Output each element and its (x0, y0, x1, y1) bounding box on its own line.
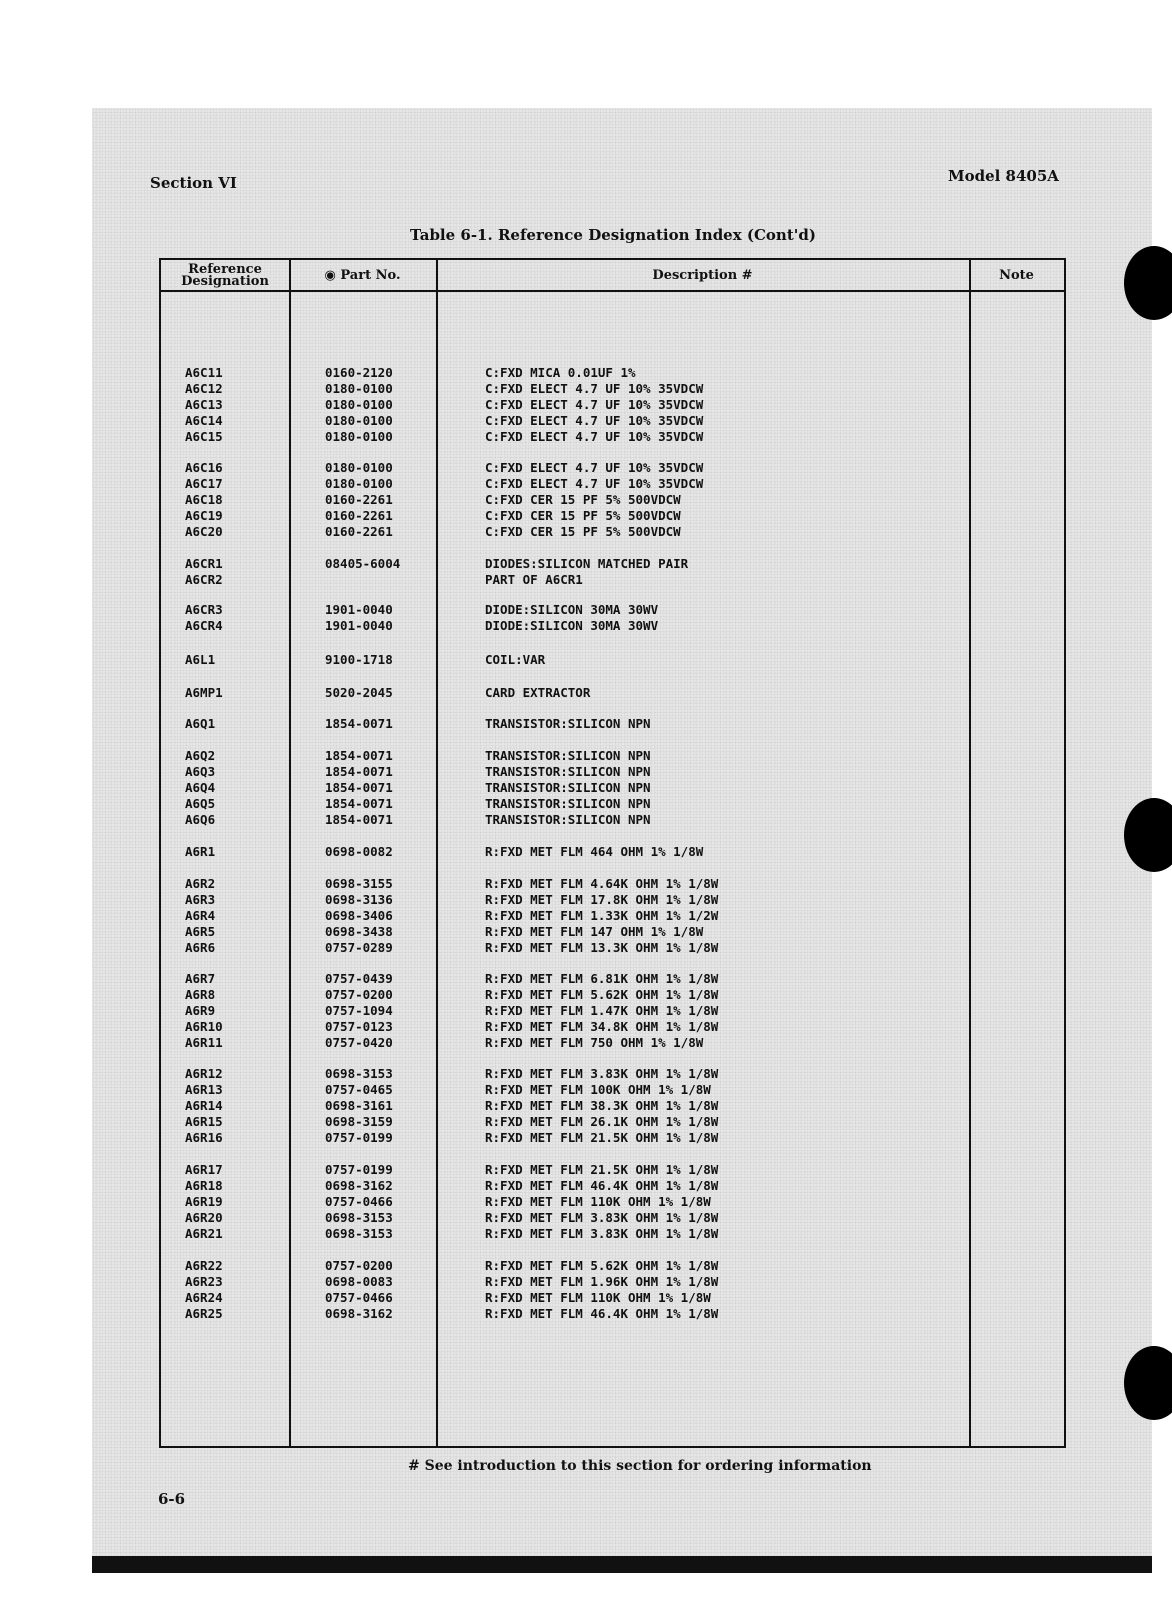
description-cell: C:FXD CER 15 PF 5% 500VDCW (485, 492, 681, 507)
ref-cell: A6R21 (185, 1226, 223, 1241)
description-cell: C:FXD CER 15 PF 5% 500VDCW (485, 508, 681, 523)
description-cell: R:FXD MET FLM 13.3K OHM 1% 1/8W (485, 940, 719, 955)
ref-cell: A6R16 (185, 1130, 223, 1145)
description-cell: TRANSISTOR:SILICON NPN (485, 764, 651, 779)
part-cell: 0757-0199 (325, 1162, 393, 1177)
ref-cell: A6R25 (185, 1306, 223, 1321)
ref-cell: A6R1 (185, 844, 216, 859)
footnote: # See introduction to this section for ordering information (408, 1458, 872, 1474)
description-cell: R:FXD MET FLM 46.4K OHM 1% 1/8W (485, 1306, 719, 1321)
part-cell: 0757-0289 (325, 940, 393, 955)
part-cell: 1854-0071 (325, 796, 393, 811)
ref-cell: A6R6 (185, 940, 216, 955)
description-cell: R:FXD MET FLM 3.83K OHM 1% 1/8W (485, 1210, 719, 1225)
description-cell: R:FXD MET FLM 4.64K OHM 1% 1/8W (485, 876, 719, 891)
part-cell: 0180-0100 (325, 413, 393, 428)
col-header-part: ◉ Part No. (324, 268, 401, 283)
ref-cell: A6R3 (185, 892, 216, 907)
description-cell: R:FXD MET FLM 110K OHM 1% 1/8W (485, 1290, 711, 1305)
part-cell: 0180-0100 (325, 460, 393, 475)
description-cell: R:FXD MET FLM 110K OHM 1% 1/8W (485, 1194, 711, 1209)
description-cell: C:FXD CER 15 PF 5% 500VDCW (485, 524, 681, 539)
model-label: Model 8405A (948, 167, 1059, 185)
part-cell: 0698-3153 (325, 1226, 393, 1241)
ref-cell: A6CR3 (185, 602, 223, 617)
description-cell: R:FXD MET FLM 3.83K OHM 1% 1/8W (485, 1066, 719, 1081)
ref-cell: A6C20 (185, 524, 223, 539)
part-cell: 08405-6004 (325, 556, 401, 571)
description-cell: C:FXD ELECT 4.7 UF 10% 35VDCW (485, 397, 704, 412)
part-cell: 1854-0071 (325, 716, 393, 731)
ref-cell: A6R23 (185, 1274, 223, 1289)
ref-cell: A6R11 (185, 1035, 223, 1050)
description-cell: C:FXD ELECT 4.7 UF 10% 35VDCW (485, 381, 704, 396)
part-cell: 1901-0040 (325, 618, 393, 633)
part-cell: 0698-3153 (325, 1066, 393, 1081)
ref-cell: A6R5 (185, 924, 216, 939)
part-cell: 5020-2045 (325, 685, 393, 700)
part-cell: 0757-0466 (325, 1290, 393, 1305)
ref-cell: A6C17 (185, 476, 223, 491)
part-cell: 0757-0439 (325, 971, 393, 986)
description-cell: TRANSISTOR:SILICON NPN (485, 812, 651, 827)
section-label: Section VI (150, 174, 237, 192)
description-cell: R:FXD MET FLM 21.5K OHM 1% 1/8W (485, 1130, 719, 1145)
ref-cell: A6R12 (185, 1066, 223, 1081)
description-cell: PART OF A6CR1 (485, 572, 583, 587)
ref-cell: A6Q4 (185, 780, 216, 795)
description-cell: TRANSISTOR:SILICON NPN (485, 796, 651, 811)
part-cell: 1854-0071 (325, 812, 393, 827)
part-cell: 0757-0420 (325, 1035, 393, 1050)
description-cell: C:FXD ELECT 4.7 UF 10% 35VDCW (485, 476, 704, 491)
ref-cell: A6R8 (185, 987, 216, 1002)
part-cell: 0180-0100 (325, 429, 393, 444)
part-cell: 0698-0082 (325, 844, 393, 859)
part-cell: 0160-2261 (325, 508, 393, 523)
ref-cell: A6C14 (185, 413, 223, 428)
description-cell: TRANSISTOR:SILICON NPN (485, 780, 651, 795)
ref-cell: A6MP1 (185, 685, 223, 700)
ref-cell: A6R18 (185, 1178, 223, 1193)
ref-cell: A6R9 (185, 1003, 216, 1018)
col-header-reference (161, 260, 289, 292)
description-cell: R:FXD MET FLM 46.4K OHM 1% 1/8W (485, 1178, 719, 1193)
part-cell: 1854-0071 (325, 780, 393, 795)
description-cell: R:FXD MET FLM 1.96K OHM 1% 1/8W (485, 1274, 719, 1289)
ref-cell: A6R13 (185, 1082, 223, 1097)
ref-cell: A6R19 (185, 1194, 223, 1209)
description-cell: R:FXD MET FLM 1.47K OHM 1% 1/8W (485, 1003, 719, 1018)
description-cell: C:FXD ELECT 4.7 UF 10% 35VDCW (485, 413, 704, 428)
part-cell: 0698-3162 (325, 1178, 393, 1193)
description-cell: R:FXD MET FLM 38.3K OHM 1% 1/8W (485, 1098, 719, 1113)
part-cell: 0757-0199 (325, 1130, 393, 1145)
part-cell: 0757-0466 (325, 1194, 393, 1209)
ref-cell: A6R14 (185, 1098, 223, 1113)
ref-cell: A6Q1 (185, 716, 216, 731)
ref-cell: A6C13 (185, 397, 223, 412)
part-cell: 0698-3153 (325, 1210, 393, 1225)
part-cell: 1854-0071 (325, 748, 393, 763)
column-divider (289, 260, 291, 1446)
part-cell: 0757-0200 (325, 1258, 393, 1273)
description-cell: C:FXD MICA 0.01UF 1% (485, 365, 636, 380)
description-cell: C:FXD ELECT 4.7 UF 10% 35VDCW (485, 460, 704, 475)
ref-cell: A6R15 (185, 1114, 223, 1129)
table-title: Table 6-1. Reference Designation Index (Cont'd) (410, 226, 816, 244)
description-cell: R:FXD MET FLM 1.33K OHM 1% 1/2W (485, 908, 719, 923)
ref-cell: A6C18 (185, 492, 223, 507)
col-header-description: Description # (652, 268, 753, 283)
part-cell: 9100-1718 (325, 652, 393, 667)
ref-cell: A6CR2 (185, 572, 223, 587)
description-cell: C:FXD ELECT 4.7 UF 10% 35VDCW (485, 429, 704, 444)
description-cell: R:FXD MET FLM 21.5K OHM 1% 1/8W (485, 1162, 719, 1177)
part-cell: 0698-3406 (325, 908, 393, 923)
ref-cell: A6R4 (185, 908, 216, 923)
ref-cell: A6C15 (185, 429, 223, 444)
description-cell: CARD EXTRACTOR (485, 685, 591, 700)
description-cell: R:FXD MET FLM 5.62K OHM 1% 1/8W (485, 987, 719, 1002)
ref-cell: A6R7 (185, 971, 216, 986)
part-cell: 0698-3136 (325, 892, 393, 907)
ref-cell: A6R22 (185, 1258, 223, 1273)
part-cell: 0698-3438 (325, 924, 393, 939)
part-cell: 0698-3155 (325, 876, 393, 891)
col-header-reference-line2: Designation (181, 274, 269, 289)
description-cell: R:FXD MET FLM 3.83K OHM 1% 1/8W (485, 1226, 719, 1241)
description-cell: R:FXD MET FLM 6.81K OHM 1% 1/8W (485, 971, 719, 986)
ref-cell: A6Q3 (185, 764, 216, 779)
description-cell: R:FXD MET FLM 34.8K OHM 1% 1/8W (485, 1019, 719, 1034)
description-cell: DIODES:SILICON MATCHED PAIR (485, 556, 689, 571)
ref-cell: A6R10 (185, 1019, 223, 1034)
scan-edge-bar (92, 1556, 1152, 1573)
part-cell: 0180-0100 (325, 381, 393, 396)
ref-cell: A6Q2 (185, 748, 216, 763)
part-cell: 0757-0200 (325, 987, 393, 1002)
ref-cell: A6CR1 (185, 556, 223, 571)
description-cell: R:FXD MET FLM 750 OHM 1% 1/8W (485, 1035, 704, 1050)
description-cell: R:FXD MET FLM 100K OHM 1% 1/8W (485, 1082, 711, 1097)
ref-cell: A6R24 (185, 1290, 223, 1305)
ref-cell: A6C16 (185, 460, 223, 475)
col-header-note: Note (999, 268, 1034, 283)
ref-cell: A6Q5 (185, 796, 216, 811)
part-cell: 0757-0465 (325, 1082, 393, 1097)
ref-cell: A6CR4 (185, 618, 223, 633)
part-cell: 0180-0100 (325, 476, 393, 491)
ref-cell: A6C12 (185, 381, 223, 396)
description-cell: COIL:VAR (485, 652, 546, 667)
column-divider (436, 260, 438, 1446)
ref-cell: A6C11 (185, 365, 223, 380)
ref-cell: A6C19 (185, 508, 223, 523)
part-cell: 0698-0083 (325, 1274, 393, 1289)
col-header-reference-line1: Reference (188, 262, 262, 277)
part-cell: 1901-0040 (325, 602, 393, 617)
part-cell: 0160-2261 (325, 524, 393, 539)
part-cell: 0698-3162 (325, 1306, 393, 1321)
description-cell: DIODE:SILICON 30MA 30WV (485, 618, 659, 633)
part-cell: 1854-0071 (325, 764, 393, 779)
description-cell: R:FXD MET FLM 147 OHM 1% 1/8W (485, 924, 704, 939)
description-cell: DIODE:SILICON 30MA 30WV (485, 602, 659, 617)
part-cell: 0757-1094 (325, 1003, 393, 1018)
description-cell: TRANSISTOR:SILICON NPN (485, 748, 651, 763)
part-cell: 0757-0123 (325, 1019, 393, 1034)
description-cell: R:FXD MET FLM 26.1K OHM 1% 1/8W (485, 1114, 719, 1129)
page-number: 6-6 (158, 1490, 186, 1508)
ref-cell: A6R17 (185, 1162, 223, 1177)
description-cell: R:FXD MET FLM 464 OHM 1% 1/8W (485, 844, 704, 859)
ref-cell: A6Q6 (185, 812, 216, 827)
description-cell: TRANSISTOR:SILICON NPN (485, 716, 651, 731)
description-cell: R:FXD MET FLM 5.62K OHM 1% 1/8W (485, 1258, 719, 1273)
ref-cell: A6R20 (185, 1210, 223, 1225)
ref-cell: A6R2 (185, 876, 216, 891)
column-divider (969, 260, 971, 1446)
part-cell: 0180-0100 (325, 397, 393, 412)
part-cell: 0160-2261 (325, 492, 393, 507)
description-cell: R:FXD MET FLM 17.8K OHM 1% 1/8W (485, 892, 719, 907)
ref-cell: A6L1 (185, 652, 216, 667)
part-cell: 0698-3159 (325, 1114, 393, 1129)
part-cell: 0698-3161 (325, 1098, 393, 1113)
part-cell: 0160-2120 (325, 365, 393, 380)
